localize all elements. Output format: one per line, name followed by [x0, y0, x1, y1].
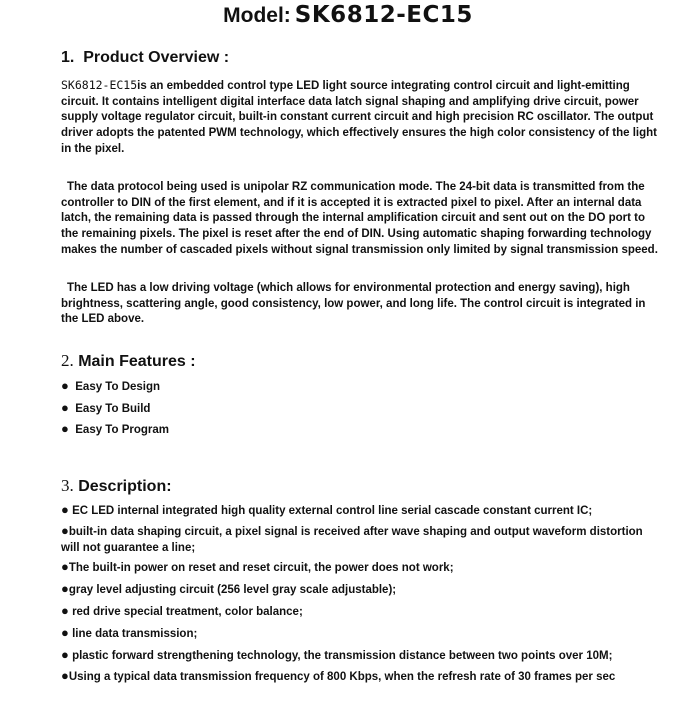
page-title — [0, 2, 696, 28]
bullet-icon: ● — [61, 378, 69, 393]
description-item-text: EC LED internal integrated high quality external control line serial cascade constant current IC; — [72, 505, 593, 517]
description-item — [61, 523, 661, 556]
description-item-text: red drive special treatment, color balance; — [72, 606, 303, 618]
overview-paragraph-1-text: is an embedded control type LED light source integrating control circuit and light-emitting circuit. It contains intelligent digital interface data latch signal shaping and amplifying drive circuit, power supply voltage regulator circuit, built-in constant current circuit and high precision RC oscillator. The output driver adopts the patented PWM technology, which effectively ensures the high color consistency of the light in the pixel. — [61, 80, 657, 155]
description-item-text: plastic forward strengthening technology, the transmission distance between two points over 10M; — [72, 650, 613, 662]
section-title: Main Features : — [78, 353, 196, 370]
description-item — [61, 625, 681, 643]
bullet-icon: ● — [61, 559, 69, 574]
description-item-text: gray level adjusting circuit (256 level gray scale adjustable); — [68, 584, 397, 596]
section-heading-overview — [61, 49, 229, 67]
bullet-icon: ● — [61, 603, 69, 618]
bullet-icon: ● — [61, 647, 69, 662]
model-label: Model: — [223, 4, 291, 27]
section-title: Product Overview : — [83, 49, 230, 66]
overview-paragraph-3: The LED has a low driving voltage (which allows for environmental protection and energy saving), high brightness, scattering angle, good consistency, low power, and long life. The control circuit is integrated in the LED above. — [61, 282, 646, 326]
bullet-icon: ● — [61, 421, 69, 436]
section-title: Description: — [78, 478, 172, 495]
feature-item-text: Easy To Build — [75, 403, 151, 415]
description-item — [61, 603, 681, 621]
feature-item-text: Easy To Program — [75, 424, 169, 436]
inline-model-name: SK6812-EC15 — [61, 78, 138, 92]
section-number: 1. — [61, 49, 75, 66]
bullet-icon: ● — [61, 523, 69, 538]
overview-paragraph-1 — [61, 78, 661, 158]
bullet-icon: ● — [61, 581, 69, 596]
description-item-text: The built-in power on reset and reset circuit, the power does not work; — [68, 562, 454, 574]
bullet-icon: ● — [61, 502, 69, 517]
description-item-text: line data transmission; — [72, 628, 198, 640]
model-name: SK6812-EC15 — [294, 2, 473, 28]
description-item-text: built-in data shaping circuit, a pixel signal is received after wave shaping and output waveform distortion will not guarantee a line; — [61, 526, 643, 554]
description-item-text: Using a typical data transmission frequency of 800 Kbps, when the refresh rate of 30 frames per sec — [68, 671, 616, 683]
feature-item — [61, 400, 681, 418]
feature-item — [61, 421, 681, 439]
feature-item-text: Easy To Design — [75, 381, 161, 393]
description-item — [61, 502, 681, 520]
description-item — [61, 581, 681, 599]
bullet-icon: ● — [61, 668, 69, 683]
bullet-icon: ● — [61, 625, 69, 640]
section-number: 3. — [61, 476, 74, 495]
description-item — [61, 668, 681, 686]
section-heading-description — [61, 476, 172, 496]
description-item — [61, 559, 681, 577]
description-item — [61, 647, 681, 665]
section-number: 2. — [61, 351, 74, 370]
section-heading-features — [61, 351, 196, 371]
bullet-icon: ● — [61, 400, 69, 415]
overview-paragraph-2: The data protocol being used is unipolar RZ communication mode. The 24-bit data is transmitted from the controller to DIN of the first element, and if it is accepted it is extracted pixel to pixel. After an internal data latch, the remaining data is passed through the internal amplification circuit and sent out on the DO port to the remaining pixels. The pixel is reset after the end of DIN. Using automatic shaping forwarding technology makes the number of cascaded pixels without signal transmission only limited by signal transmission speed. — [61, 181, 658, 256]
feature-item — [61, 378, 681, 396]
